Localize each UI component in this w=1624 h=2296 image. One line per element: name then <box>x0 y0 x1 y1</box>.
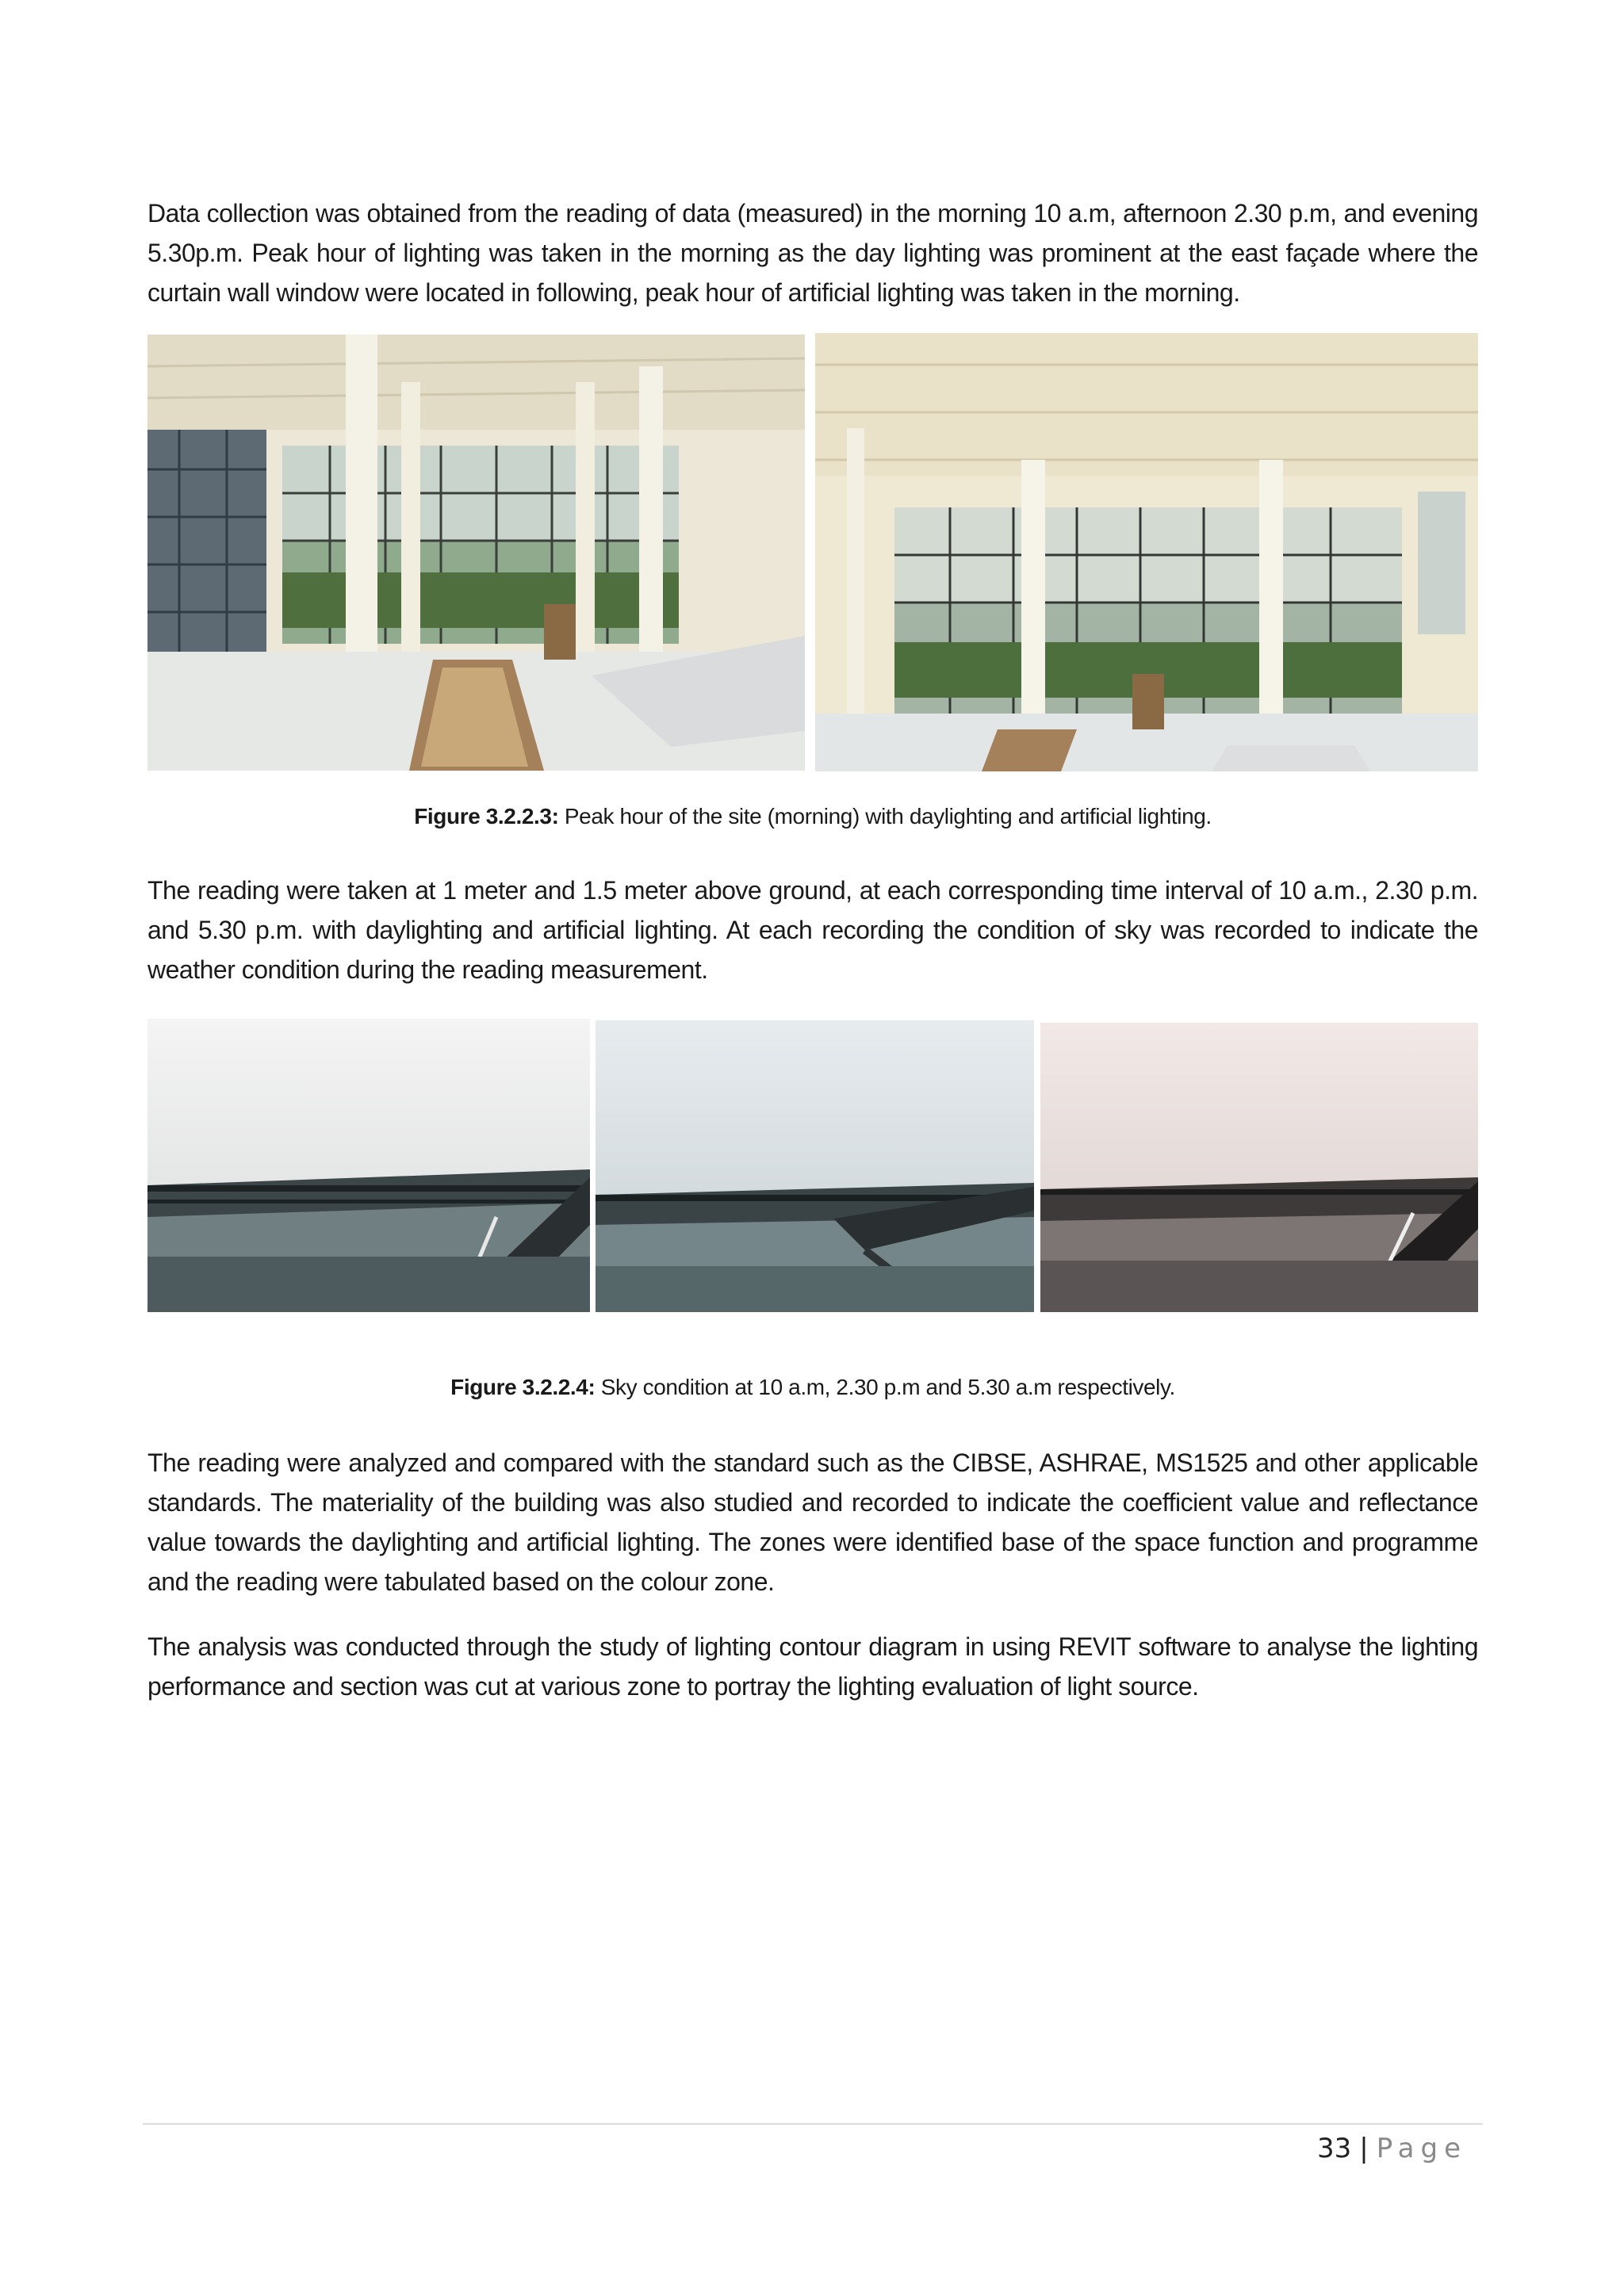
paragraph-analysis-standards: The reading were analyzed and compared with the standard such as the CIBSE, ASHRAE, MS1525 and other applicable standards. The materiality of the building was also studied and recorded to indicate the coefficient value and reflectance value towards the daylighting and artificial lighting. The zones were identified base of the space function and programme and the reading were tabulated based on the colour zone. <box>147 1448 1478 1596</box>
photo-sky-530pm <box>1040 1023 1478 1312</box>
figure-label: Figure 3.2.2.4: <box>450 1375 596 1399</box>
figure-label: Figure 3.2.2.3: <box>414 804 559 828</box>
figure-caption-text: Sky condition at 10 a.m, 2.30 p.m and 5.30 a.m respectively. <box>595 1375 1175 1399</box>
photo-sky-230pm <box>596 1020 1034 1312</box>
page-separator: | <box>1359 2133 1369 2164</box>
paragraph-revit-analysis: The analysis was conducted through the study of lighting contour diagram in using REVIT software to analyse the lighting performance and section was cut at various zone to portray the lighting evaluation of light source. <box>147 1632 1478 1701</box>
page-word: Page <box>1376 2133 1467 2164</box>
figure-caption-3-2-2-3 <box>147 802 1478 831</box>
figure-caption-3-2-2-4 <box>147 1373 1478 1402</box>
photo-interior-hall-left <box>147 335 805 771</box>
paragraph-reading-heights: The reading were taken at 1 meter and 1.5 meter above ground, at each corresponding time interval of 10 a.m., 2.30 p.m. and 5.30 p.m. with daylighting and artificial lighting. At each recording the condition of sky was recorded to indicate the weather condition during the reading measurement. <box>147 876 1478 984</box>
page-number: 33 <box>1316 2133 1352 2164</box>
paragraph-data-collection: Data collection was obtained from the reading of data (measured) in the morning 10 a.m, afternoon 2.30 p.m, and evening 5.30p.m. Peak hour of lighting was taken in the morning as the day lighting was prominent at the east façade where the curtain wall window were located in following, peak hour of artificial lighting was taken in the morning. <box>147 199 1478 307</box>
footer-divider <box>143 2123 1483 2125</box>
figure-caption-text: Peak hour of the site (morning) with daylighting and artificial lighting. <box>558 804 1212 828</box>
photo-interior-hall-right <box>815 333 1478 771</box>
page-footer <box>1317 2131 1467 2166</box>
photo-sky-10am <box>147 1019 590 1312</box>
